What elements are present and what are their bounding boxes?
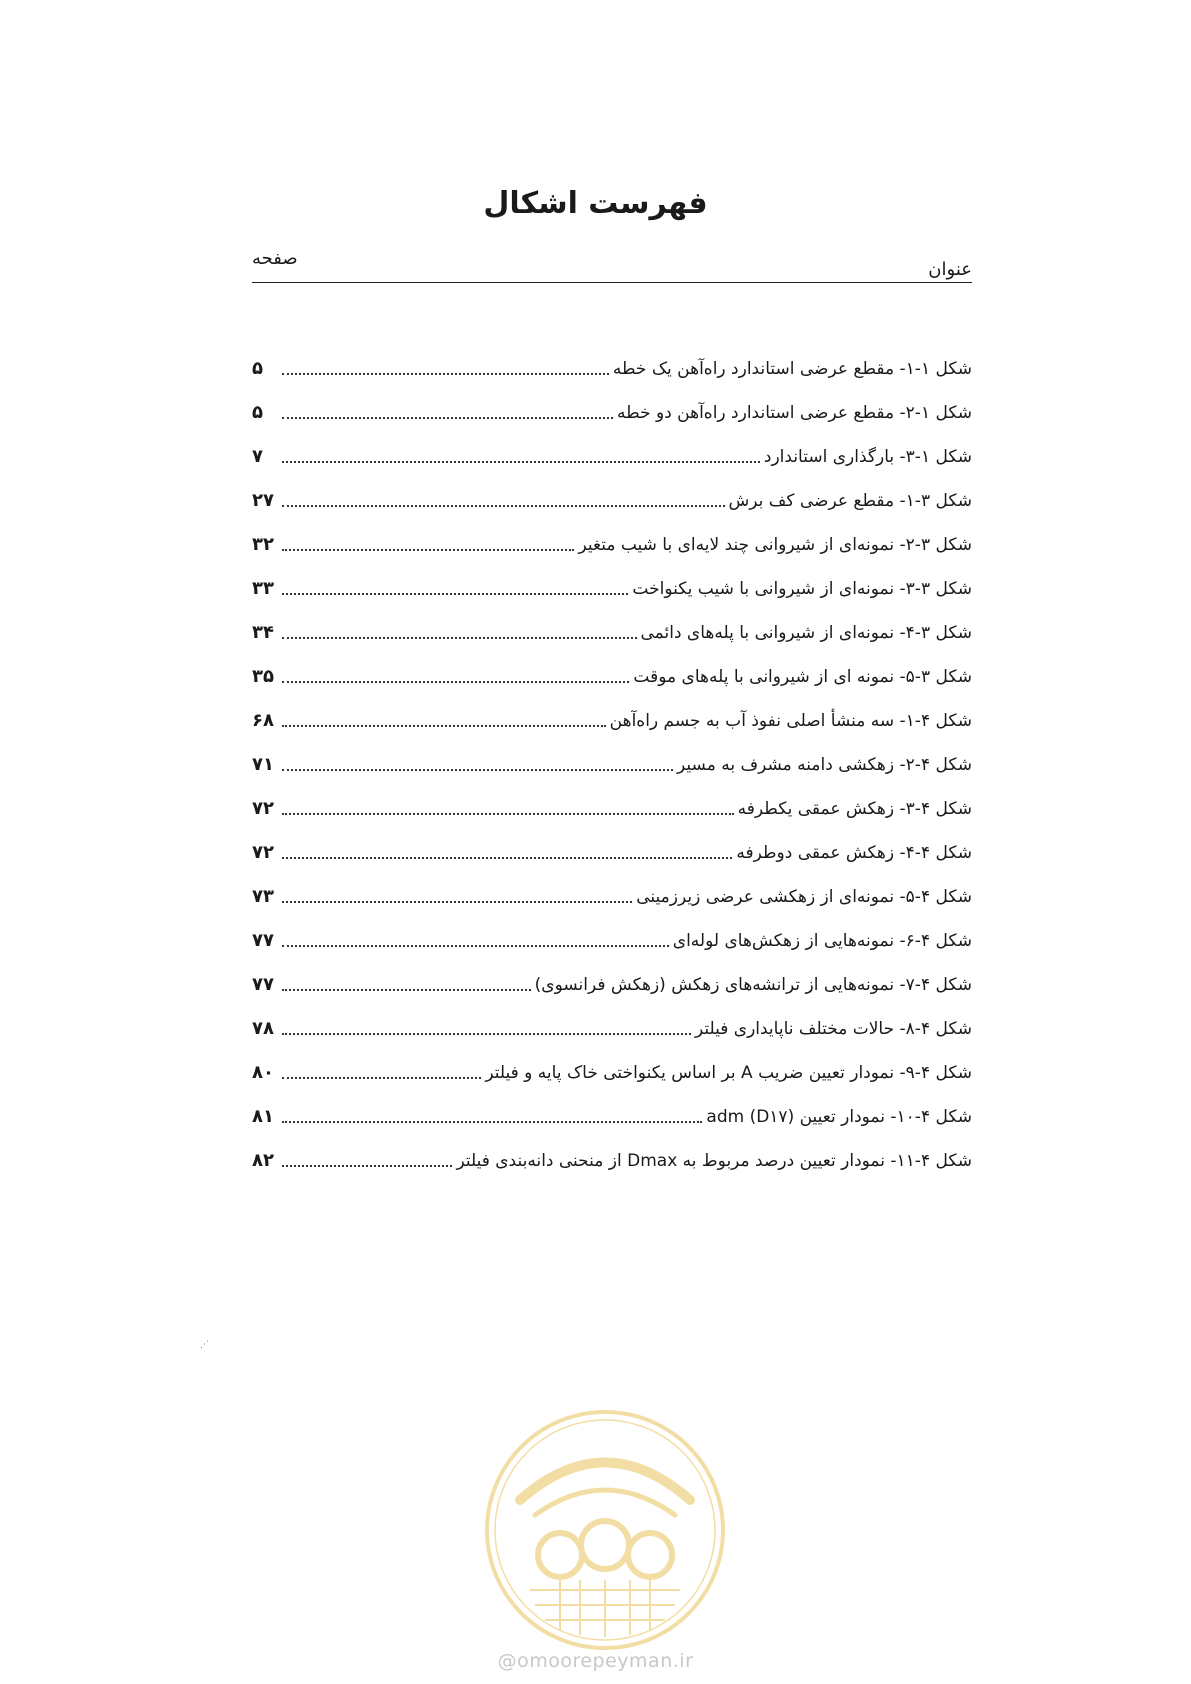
figure-caption: شکل ۴-۶- نمونه‌هایی از زهکش‌های لوله‌ای [672,931,972,951]
page-number: ۳۲ [252,534,274,555]
figure-caption: شکل ۴-۸- حالات مختلف ناپایداری فیلتر [694,1019,972,1039]
dot-leader [282,636,637,639]
list-item [252,908,972,952]
title-column-label: عنوان [928,259,972,280]
dot-leader [282,900,632,903]
page-number: ۷۳ [252,886,274,907]
figure-caption: شکل ۴-۳- زهکش عمقی یکطرفه [737,799,972,819]
scan-mark: ⋰ [200,1340,209,1350]
list-item [252,336,972,380]
figure-caption: شکل ۳-۵- نمونه ای از شیروانی با پله‌های موقت [633,667,972,687]
list-item [252,424,972,468]
page-number: ۲۷ [252,490,274,511]
dot-leader [282,768,673,771]
dot-leader [282,724,606,727]
dot-leader [282,504,725,507]
figure-caption: شکل ۳-۱- مقطع عرضی کف برش [728,491,972,511]
page-number: ۷۸ [252,1018,274,1039]
list-item [252,468,972,512]
page-number: ۸۱ [252,1106,274,1127]
dot-leader [282,812,734,815]
page-number: ۵ [252,402,263,423]
dot-leader [282,1164,452,1167]
page-number: ۳۳ [252,578,274,599]
list-item [252,996,972,1040]
list-item [252,600,972,644]
page-number: ۷۷ [252,930,274,951]
list-item [252,1040,972,1084]
dot-leader [282,1120,702,1123]
figure-caption: شکل ۴-۴- زهکش عمقی دوطرفه [736,843,972,863]
page-number: ۷ [252,446,263,467]
figure-caption: شکل ۳-۳- نمونه‌ای از شیروانی با شیب یکنواخت [632,579,972,599]
dot-leader [282,988,531,991]
list-item [252,1128,972,1172]
figure-caption: شکل ۴-۱- سه منشأ اصلی نفوذ آب به جسم راه‌آهن [609,711,972,731]
list-item [252,776,972,820]
toc-header [252,248,972,283]
list-item [252,952,972,996]
list-item [252,688,972,732]
watermark-site: @omoorepeyman.ir [497,1650,694,1672]
list-item [252,732,972,776]
dot-leader [282,944,669,947]
dot-leader [282,416,613,419]
dot-leader [282,592,628,595]
dot-leader [282,1032,691,1035]
figure-caption: شکل ۱-۳- بارگذاری استاندارد [763,447,972,467]
figure-caption: شکل ۳-۲- نمونه‌ای از شیروانی چند لایه‌ای با شیب متغیر [578,535,972,555]
page-column-label: صفحه [252,248,298,269]
figure-caption: شکل ۳-۴- نمونه‌ای از شیروانی با پله‌های دائمی [640,623,972,643]
dot-leader [282,1076,481,1079]
list-item [252,644,972,688]
figure-caption: شکل ۴-۱۰- نمودار تعیین adm (D۱۷) [706,1107,972,1127]
figure-caption: شکل ۴-۵- نمونه‌ای از زهکشی عرضی زیرزمینی [636,887,972,907]
figure-caption: شکل ۱-۱- مقطع عرضی استاندارد راه‌آهن یک خطه [612,359,972,379]
list-item [252,556,972,600]
page-number: ۷۲ [252,842,274,863]
list-item [252,1084,972,1128]
dot-leader [282,548,574,551]
page-number: ۸۲ [252,1150,274,1171]
page-number: ۷۷ [252,974,274,995]
page-number: ۶۸ [252,710,274,731]
list-item [252,380,972,424]
page-number: ۳۴ [252,622,274,643]
page-title: فهرست اشکال [483,186,708,221]
page-number: ۷۱ [252,754,274,775]
figure-caption: شکل ۴-۷- نمونه‌هایی از ترانشه‌های زهکش (زهکش فرانسوی) [534,975,972,995]
list-item [252,820,972,864]
figure-caption: شکل ۴-۱۱- نمودار تعیین درصد مربوط به Dmax از منحنی دانه‌بندی فیلتر [456,1151,972,1171]
page-number: ۵ [252,358,263,379]
page-number: ۳۵ [252,666,274,687]
dot-leader [282,372,609,375]
dot-leader [282,460,760,463]
figure-caption: شکل ۱-۲- مقطع عرضی استاندارد راه‌آهن دو خطه [617,403,972,423]
dot-leader [282,856,732,859]
figure-list [252,336,972,1172]
page-number: ۸۰ [252,1062,274,1083]
watermark-logo-icon [480,1405,730,1655]
list-item [252,512,972,556]
figure-caption: شکل ۴-۹- نمودار تعیین ضریب A بر اساس یکنواختی خاک پایه و فیلتر [485,1063,972,1083]
list-item [252,864,972,908]
figure-caption: شکل ۴-۲- زهکشی دامنه مشرف به مسیر [677,755,972,775]
page-number: ۷۲ [252,798,274,819]
dot-leader [282,680,629,683]
